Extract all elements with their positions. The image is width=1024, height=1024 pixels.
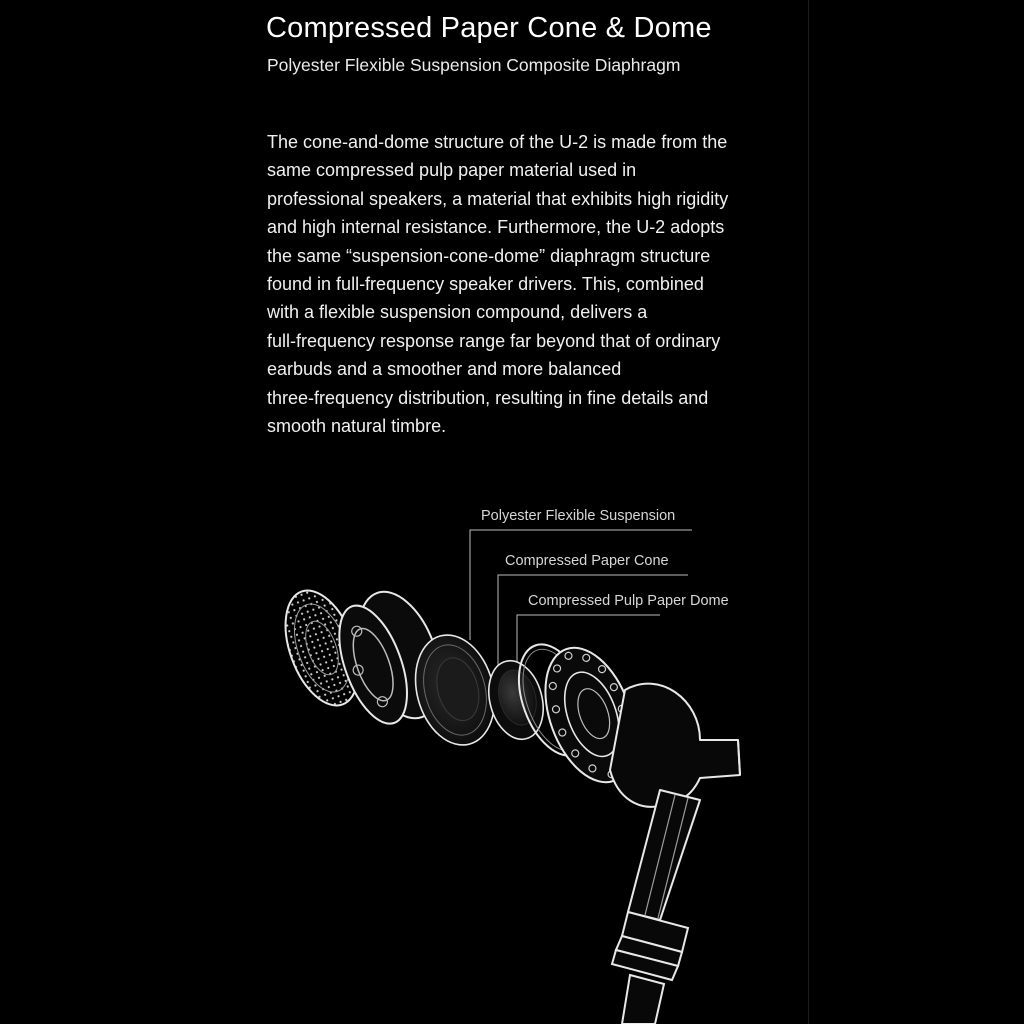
- description-line: same compressed pulp paper material used in: [267, 160, 637, 181]
- cable-strain-relief: [612, 912, 688, 1024]
- callout-dome-label: Compressed Pulp Paper Dome: [528, 593, 729, 609]
- page-subtitle: Polyester Flexible Suspension Composite Diaphragm: [267, 55, 681, 75]
- description-line: the same “suspension-cone-dome” diaphragm structure: [267, 245, 711, 266]
- description-line: and high internal resistance. Furthermore, the U-2 adopts: [267, 217, 725, 238]
- description-line: professional speakers, a material that exhibits high rigidity: [267, 188, 729, 209]
- paper-dome: [481, 655, 552, 746]
- page-title: Compressed Paper Cone & Dome: [266, 12, 712, 44]
- rear-housing-and-stem: [610, 684, 740, 920]
- callout-suspension-label: Polyester Flexible Suspension: [481, 508, 676, 524]
- description-line: with a flexible suspension compound, delivers a: [267, 302, 648, 323]
- description-line: three-frequency distribution, resulting in fine details and: [267, 387, 709, 408]
- callout-cone-label: Compressed Paper Cone: [505, 553, 669, 569]
- description-line: found in full-frequency speaker drivers. This, combined: [267, 274, 704, 295]
- description-line: The cone-and-dome structure of the U-2 is made from the: [267, 132, 728, 152]
- description-line: smooth natural timbre.: [267, 416, 447, 437]
- description-line: full-frequency response range far beyond that of ordinary: [267, 330, 721, 351]
- description-line: earbuds and a smoother and more balanced: [267, 359, 622, 380]
- leader-suspension: [470, 530, 692, 640]
